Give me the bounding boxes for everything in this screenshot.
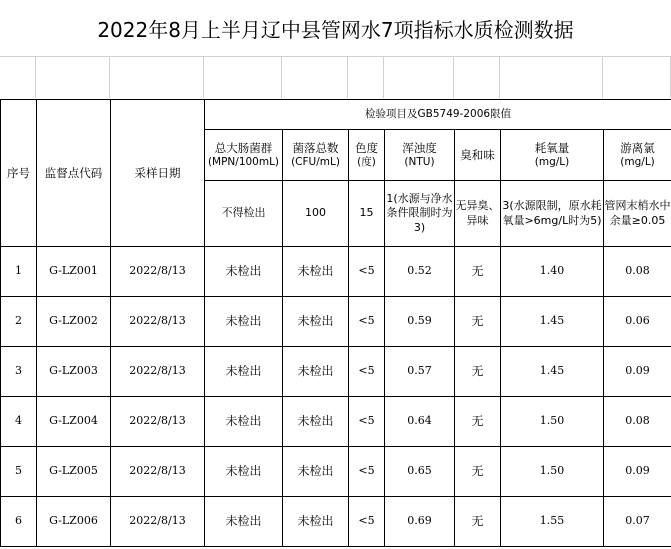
header-item-turbidity bbox=[385, 130, 455, 181]
cell-code: G-LZ001 bbox=[37, 247, 111, 297]
cell-date: 2022/8/13 bbox=[111, 497, 205, 547]
cell-date: 2022/8/13 bbox=[111, 347, 205, 397]
cell-colony: 未检出 bbox=[283, 347, 349, 397]
cell-turbidity: 0.65 bbox=[385, 447, 455, 497]
cell-date: 2022/8/13 bbox=[111, 297, 205, 347]
cell-chlorine: 0.08 bbox=[604, 397, 671, 447]
cell-turbidity: 0.52 bbox=[385, 247, 455, 297]
header-item-colony bbox=[283, 130, 349, 181]
header-item-odor bbox=[455, 130, 501, 181]
table-row bbox=[1, 447, 671, 497]
header-item-unit: (NTU) bbox=[404, 155, 435, 168]
blank-row bbox=[0, 56, 671, 98]
cell-color: <5 bbox=[349, 497, 385, 547]
limit-chlorine: 管网末梢水中余量≥0.05 bbox=[604, 181, 671, 247]
cell-color: <5 bbox=[349, 447, 385, 497]
cell-odor: 无 bbox=[455, 297, 501, 347]
cell-colony: 未检出 bbox=[283, 247, 349, 297]
cell-turbidity: 0.69 bbox=[385, 497, 455, 547]
cell-coliform: 未检出 bbox=[205, 397, 283, 447]
limit-turbidity: 1(水源与净水条件限制时为3) bbox=[385, 181, 455, 247]
cell-odor: 无 bbox=[455, 497, 501, 547]
cell-oxygen: 1.50 bbox=[501, 447, 604, 497]
table-row bbox=[1, 497, 671, 547]
cell-date: 2022/8/13 bbox=[111, 447, 205, 497]
header-date: 采样日期 bbox=[111, 100, 205, 247]
cell-coliform: 未检出 bbox=[205, 347, 283, 397]
header-item-name: 总大肠菌群 bbox=[214, 140, 273, 155]
cell-oxygen: 1.45 bbox=[501, 297, 604, 347]
header-item-name: 游离氯 bbox=[620, 140, 655, 155]
page-title: 2022年8月上半月辽中县管网水7项指标水质检测数据 bbox=[0, 0, 671, 57]
cell-chlorine: 0.09 bbox=[604, 447, 671, 497]
cell-code: G-LZ004 bbox=[37, 397, 111, 447]
header-item-unit: (度) bbox=[357, 155, 376, 168]
cell-color: <5 bbox=[349, 297, 385, 347]
header-item-name: 色度 bbox=[355, 140, 378, 155]
cell-seq: 3 bbox=[1, 347, 37, 397]
cell-date: 2022/8/13 bbox=[111, 397, 205, 447]
cell-oxygen: 1.50 bbox=[501, 397, 604, 447]
limit-oxygen: 3(水源限制，原水耗氧量>6mg/L时为5) bbox=[501, 181, 604, 247]
cell-coliform: 未检出 bbox=[205, 447, 283, 497]
cell-odor: 无 bbox=[455, 247, 501, 297]
cell-color: <5 bbox=[349, 347, 385, 397]
cell-date: 2022/8/13 bbox=[111, 247, 205, 297]
cell-coliform: 未检出 bbox=[205, 297, 283, 347]
table-row bbox=[1, 247, 671, 297]
cell-code: G-LZ003 bbox=[37, 347, 111, 397]
cell-chlorine: 0.08 bbox=[604, 247, 671, 297]
cell-odor: 无 bbox=[455, 347, 501, 397]
cell-oxygen: 1.55 bbox=[501, 497, 604, 547]
header-item-unit: (CFU/mL) bbox=[291, 155, 340, 168]
header-item-oxygen bbox=[501, 130, 604, 181]
cell-oxygen: 1.40 bbox=[501, 247, 604, 297]
cell-colony: 未检出 bbox=[283, 447, 349, 497]
cell-coliform: 未检出 bbox=[205, 497, 283, 547]
header-seq: 序号 bbox=[1, 100, 37, 247]
cell-chlorine: 0.06 bbox=[604, 297, 671, 347]
limit-coliform: 不得检出 bbox=[205, 181, 283, 247]
cell-turbidity: 0.59 bbox=[385, 297, 455, 347]
cell-color: <5 bbox=[349, 397, 385, 447]
cell-seq: 6 bbox=[1, 497, 37, 547]
cell-chlorine: 0.09 bbox=[604, 347, 671, 397]
cell-seq: 2 bbox=[1, 297, 37, 347]
header-item-color bbox=[349, 130, 385, 181]
cell-seq: 5 bbox=[1, 447, 37, 497]
header-item-unit: (MPN/100mL) bbox=[207, 155, 280, 168]
header-item-name: 臭和味 bbox=[460, 147, 495, 162]
cell-seq: 4 bbox=[1, 397, 37, 447]
header-item-unit: (mg/L) bbox=[534, 155, 570, 168]
header-item-name: 浑浊度 bbox=[402, 140, 437, 155]
cell-oxygen: 1.45 bbox=[501, 347, 604, 397]
cell-code: G-LZ006 bbox=[37, 497, 111, 547]
cell-code: G-LZ002 bbox=[37, 297, 111, 347]
header-item-coliform bbox=[205, 130, 283, 181]
cell-turbidity: 0.64 bbox=[385, 397, 455, 447]
cell-coliform: 未检出 bbox=[205, 247, 283, 297]
limit-color: 15 bbox=[349, 181, 385, 247]
cell-colony: 未检出 bbox=[283, 297, 349, 347]
limit-odor: 无异臭、异味 bbox=[455, 181, 501, 247]
table-row bbox=[1, 347, 671, 397]
cell-code: G-LZ005 bbox=[37, 447, 111, 497]
cell-seq: 1 bbox=[1, 247, 37, 297]
table-row bbox=[1, 397, 671, 447]
cell-turbidity: 0.57 bbox=[385, 347, 455, 397]
header-item-name: 菌落总数 bbox=[292, 140, 339, 155]
water-quality-table bbox=[0, 99, 671, 547]
header-group: 检验项目及GB5749-2006限值 bbox=[205, 100, 671, 130]
cell-chlorine: 0.07 bbox=[604, 497, 671, 547]
header-item-unit: (mg/L) bbox=[620, 155, 655, 168]
cell-colony: 未检出 bbox=[283, 497, 349, 547]
cell-color: <5 bbox=[349, 247, 385, 297]
cell-odor: 无 bbox=[455, 447, 501, 497]
header-site-code: 监督点代码 bbox=[37, 100, 111, 247]
header-item-chlorine bbox=[604, 130, 671, 181]
limit-colony: 100 bbox=[283, 181, 349, 247]
header-item-name: 耗氧量 bbox=[534, 140, 570, 155]
cell-colony: 未检出 bbox=[283, 397, 349, 447]
table-row bbox=[1, 297, 671, 347]
cell-odor: 无 bbox=[455, 397, 501, 447]
